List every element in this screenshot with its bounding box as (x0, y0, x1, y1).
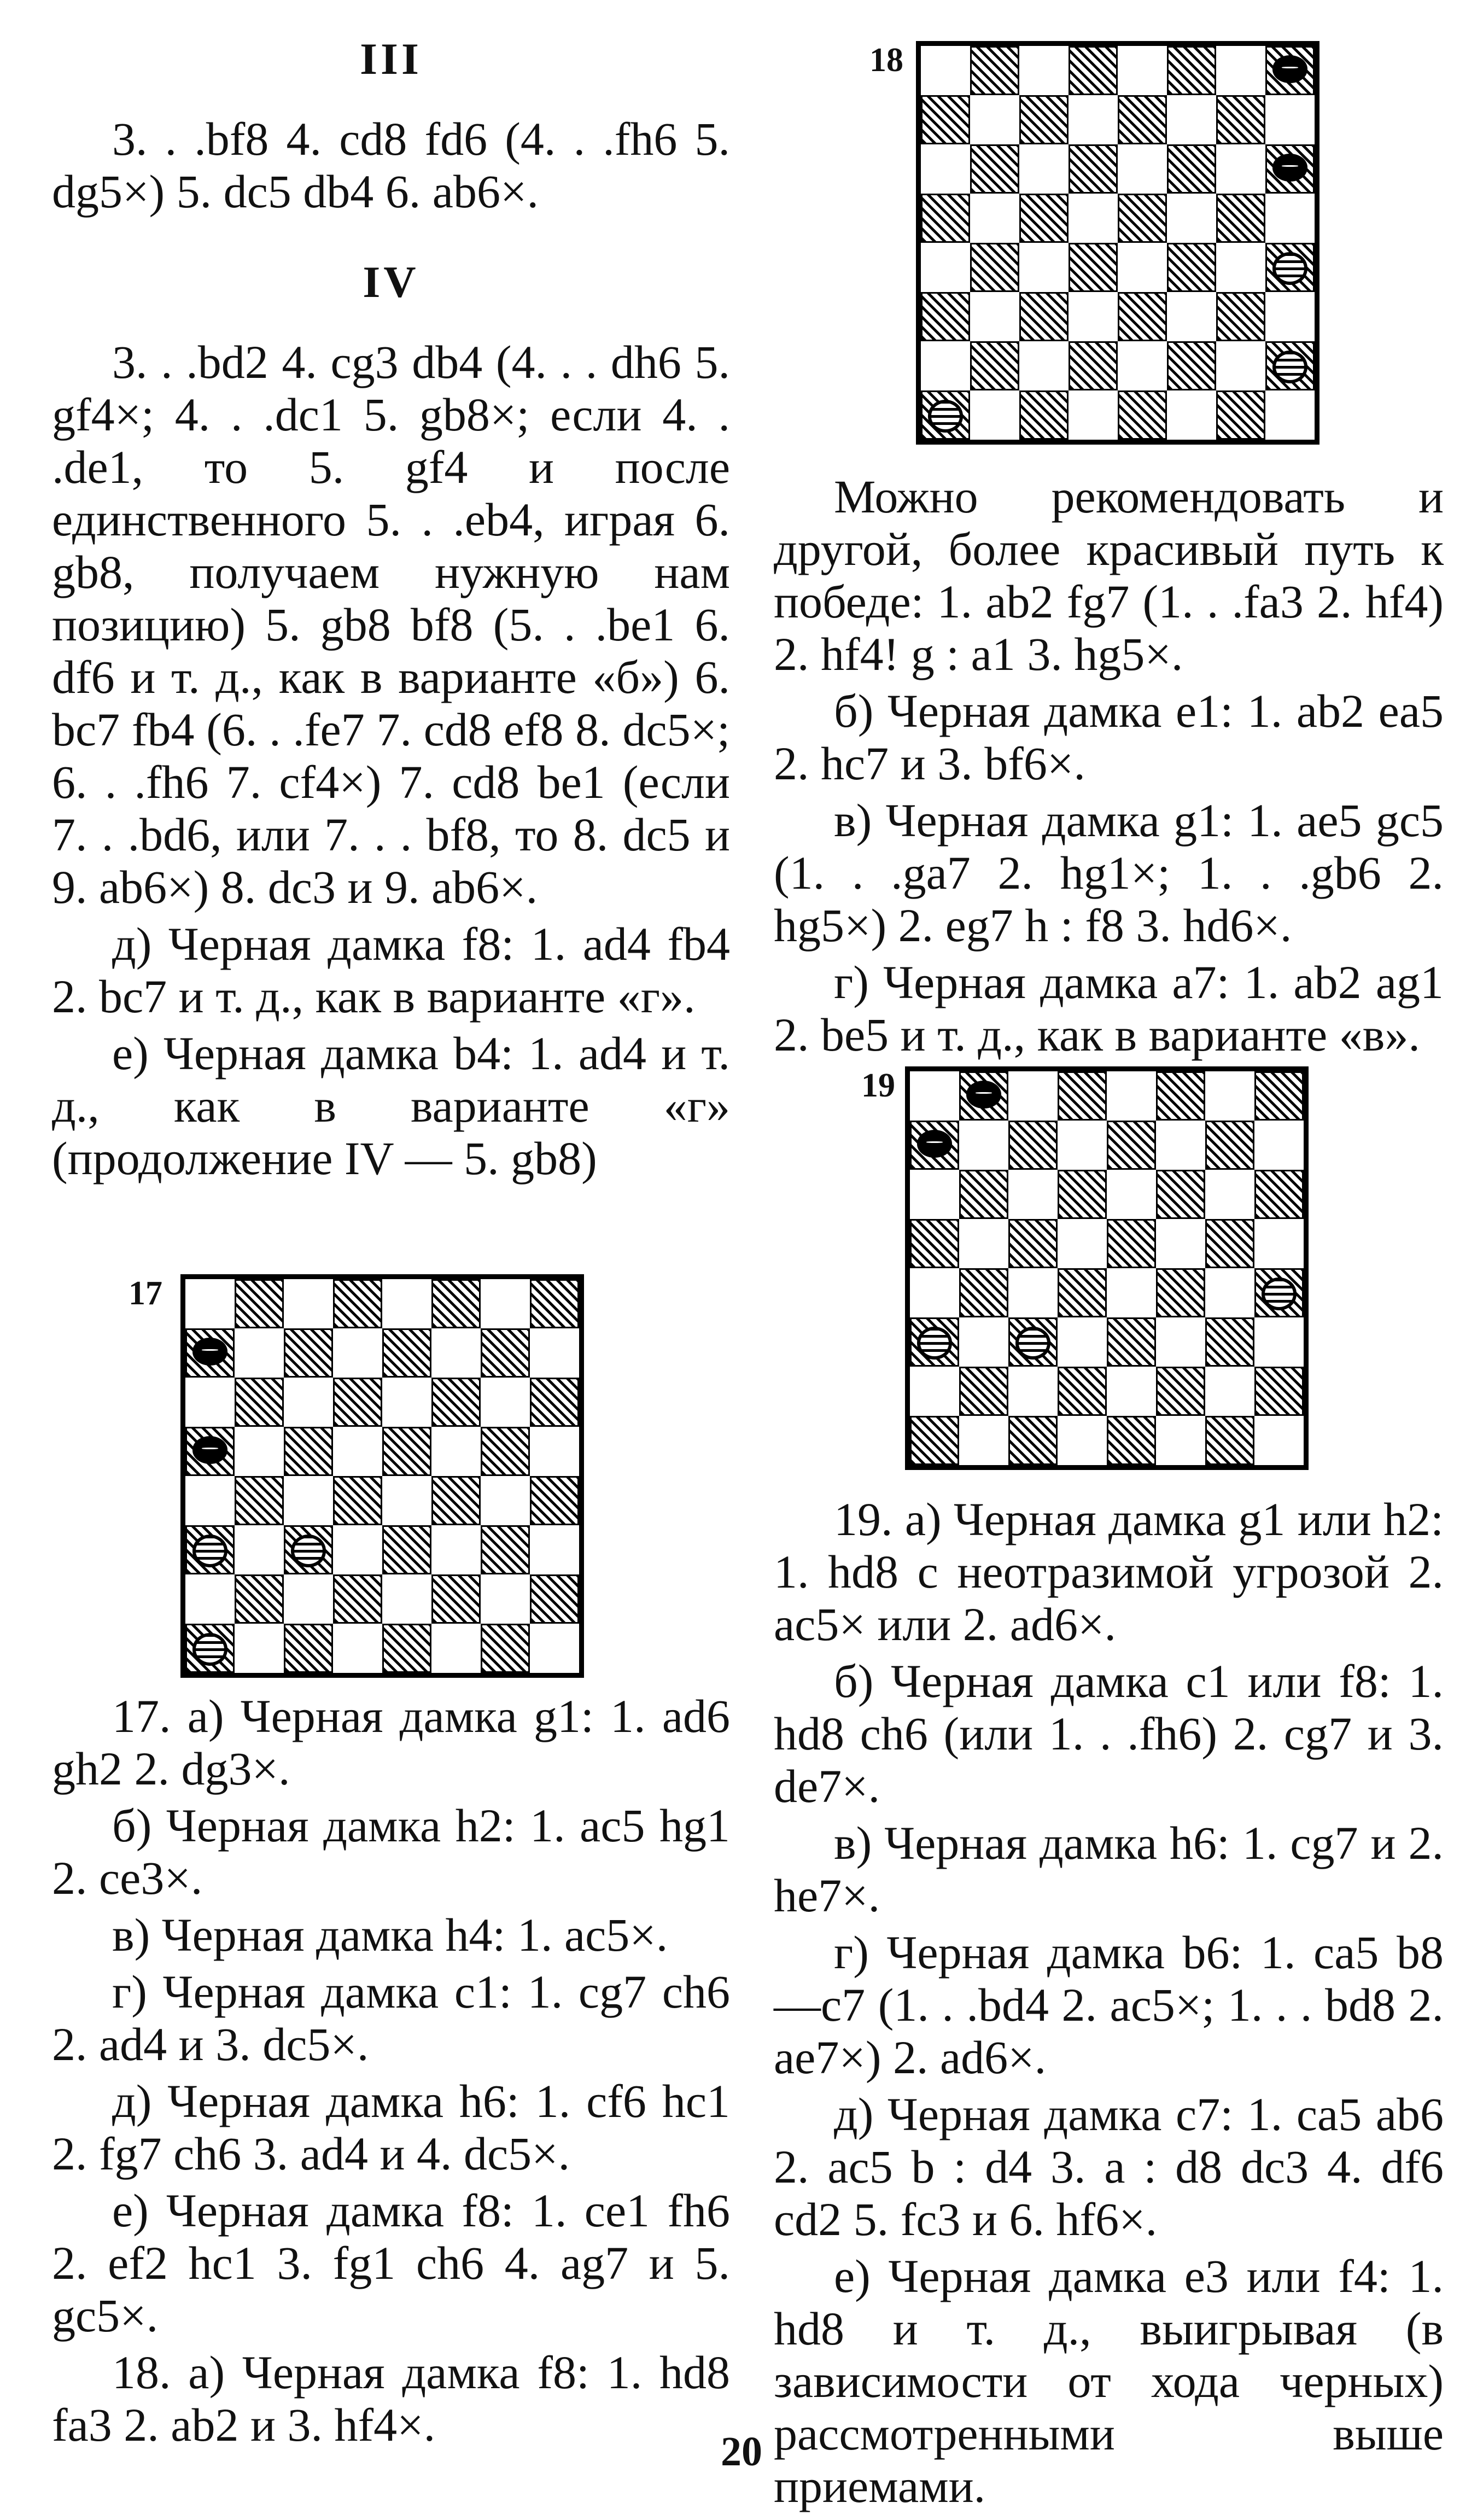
dark-square (970, 46, 1019, 95)
light-square (1058, 1416, 1107, 1465)
light-square (185, 1574, 235, 1624)
light-square (959, 1317, 1008, 1367)
light-square (1254, 1416, 1304, 1465)
light-square (1058, 1219, 1107, 1268)
light-square (1254, 1121, 1304, 1170)
solution-18v: в) Черная дамка g1: 1. ae5 gc5 (1. . .ga7 2. hg1×; 1. . .gb6 2. hg5×) 2. eg7 h : f8 3. hd6×. (774, 794, 1444, 952)
dark-square (1254, 1367, 1304, 1416)
light-square (1254, 1219, 1304, 1268)
white-king-piece (928, 400, 964, 433)
light-square (1254, 1317, 1304, 1367)
light-square (1216, 243, 1265, 292)
light-square (910, 1170, 959, 1219)
light-square (235, 1427, 284, 1476)
light-square (284, 1574, 333, 1624)
light-square (530, 1525, 579, 1574)
solution-19g: г) Черная дамка b6: 1. ca5 b8—c7 (1. . .bd4 2. ac5×; 1. . . bd8 2. ae7×) 2. ad6×. (774, 1926, 1444, 2084)
light-square (284, 1378, 333, 1427)
light-square (1216, 341, 1265, 390)
dark-square (431, 1476, 481, 1525)
dark-square (1069, 46, 1118, 95)
dark-square (970, 341, 1019, 390)
solution-17d: д) Черная дамка h6: 1. cf6 hc1 2. fg7 ch6 3. ad4 и 4. dc5×. (52, 2075, 730, 2180)
black-king-piece (192, 1436, 228, 1464)
light-square (1265, 194, 1315, 243)
light-square (1118, 46, 1167, 95)
dark-square (481, 1427, 530, 1476)
light-square (1205, 1367, 1254, 1416)
light-square (1008, 1367, 1058, 1416)
dark-square (1216, 390, 1265, 440)
light-square (970, 390, 1019, 440)
dark-square (481, 1624, 530, 1673)
light-square (530, 1427, 579, 1476)
dark-square (1008, 1121, 1058, 1170)
dark-square (1019, 194, 1069, 243)
light-square (235, 1624, 284, 1673)
dark-square (431, 1574, 481, 1624)
light-square (333, 1525, 382, 1574)
light-square (910, 1071, 959, 1121)
dark-square (1167, 341, 1216, 390)
light-square (970, 194, 1019, 243)
light-square (382, 1476, 431, 1525)
solution-19b: б) Черная дамка c1 или f8: 1. hd8 ch6 (или 1. . .fh6) 2. cg7 и 3. de7×. (774, 1655, 1444, 1812)
dark-square (959, 1170, 1008, 1219)
solution-18g: г) Черная дамка a7: 1. ab2 ag1 2. be5 и т. д., как в варианте «в». (774, 956, 1444, 1061)
dark-square (1069, 341, 1118, 390)
dark-square (284, 1328, 333, 1378)
light-square (1019, 144, 1069, 194)
light-square (1069, 194, 1118, 243)
dark-square (1069, 144, 1118, 194)
dark-square (959, 1268, 1008, 1317)
light-square (959, 1121, 1008, 1170)
light-square (1205, 1268, 1254, 1317)
light-square (1008, 1170, 1058, 1219)
dark-square (1107, 1121, 1156, 1170)
dark-square (921, 95, 970, 144)
light-square (1107, 1071, 1156, 1121)
solution-19a: 19. а) Черная дамка g1 или h2: 1. hd8 с неотразимой угрозой 2. ac5× или 2. ad6×. (774, 1493, 1444, 1650)
light-square (1167, 95, 1216, 144)
dark-square (382, 1427, 431, 1476)
right-column-top (774, 470, 1444, 1065)
dark-square (1107, 1219, 1156, 1268)
dark-square (1107, 1317, 1156, 1367)
dark-square (1156, 1367, 1205, 1416)
dark-square (1205, 1219, 1254, 1268)
variant-d-text: д) Черная дамка f8: 1. ad4 fb4 2. bc7 и т. д., как в варианте «г». (52, 918, 730, 1023)
light-square (959, 1219, 1008, 1268)
dark-square (910, 1219, 959, 1268)
dark-square (1058, 1268, 1107, 1317)
left-column-top (52, 33, 730, 1189)
solution-18-alt: Можно рекомендовать и другой, более красивый путь к победе: 1. ab2 fg7 (1. . .fa3 2. hf4) 2. hf4! g : a1 3. hg5×. (774, 470, 1444, 680)
light-square (1265, 95, 1315, 144)
right-column-bottom (774, 1493, 1444, 2517)
light-square (431, 1427, 481, 1476)
dark-square (431, 1279, 481, 1328)
light-square (1058, 1317, 1107, 1367)
solution-19d: д) Черная дамка c7: 1. ca5 ab6 2. ac5 b : d4 3. a : d8 dc3 4. df6 cd2 5. fc3 и 6. hf6×. (774, 2088, 1444, 2245)
light-square (530, 1624, 579, 1673)
black-king-piece (966, 1081, 1002, 1109)
dark-square (1156, 1268, 1205, 1317)
light-square (382, 1378, 431, 1427)
dark-square (910, 1416, 959, 1465)
light-square (284, 1279, 333, 1328)
white-king-piece (917, 1327, 953, 1360)
solution-18b: б) Черная дамка e1: 1. ab2 ea5 2. hc7 и 3. bf6×. (774, 685, 1444, 790)
light-square (333, 1624, 382, 1673)
light-square (481, 1476, 530, 1525)
light-square (1118, 243, 1167, 292)
light-square (921, 341, 970, 390)
light-square (910, 1268, 959, 1317)
dark-square (333, 1476, 382, 1525)
dark-square (1058, 1367, 1107, 1416)
dark-square (235, 1378, 284, 1427)
light-square (185, 1476, 235, 1525)
dark-square (333, 1279, 382, 1328)
light-square (959, 1416, 1008, 1465)
dark-square (1216, 194, 1265, 243)
light-square (1167, 292, 1216, 341)
section-heading-iii: III (360, 34, 422, 84)
dark-square (1008, 1219, 1058, 1268)
light-square (431, 1525, 481, 1574)
light-square (382, 1574, 431, 1624)
dark-square (1254, 1170, 1304, 1219)
dark-square (970, 144, 1019, 194)
dark-square (333, 1378, 382, 1427)
light-square (1216, 46, 1265, 95)
light-square (431, 1624, 481, 1673)
solution-18a: 18. а) Черная дамка f8: 1. hd8 fa3 2. ab2 и 3. hf4×. (52, 2346, 730, 2451)
light-square (1265, 292, 1315, 341)
light-square (1205, 1170, 1254, 1219)
dark-square (382, 1525, 431, 1574)
dark-square (431, 1378, 481, 1427)
light-square (921, 46, 970, 95)
solution-17v: в) Черная дамка h4: 1. ac5×. (112, 1909, 668, 1961)
solution-17e: е) Черная дамка f8: 1. ce1 fh6 2. ef2 hc1 3. fg1 ch6 4. ag7 и 5. gc5×. (52, 2184, 730, 2342)
dark-square (1019, 390, 1069, 440)
left-column-bottom (52, 1690, 730, 2455)
dark-square (1205, 1121, 1254, 1170)
light-square (530, 1328, 579, 1378)
dark-square (1167, 46, 1216, 95)
dark-square (1167, 144, 1216, 194)
light-square (1156, 1317, 1205, 1367)
dark-square (481, 1525, 530, 1574)
white-king-piece (1262, 1278, 1297, 1310)
light-square (910, 1367, 959, 1416)
light-square (481, 1279, 530, 1328)
light-square (1167, 194, 1216, 243)
white-king-piece (1272, 351, 1308, 383)
light-square (185, 1378, 235, 1427)
section-iv-text: 3. . .bd2 4. cg3 db4 (4. . . dh6 5. gf4×; 4. . .dc1 5. gb8×; если 4. . .de1, то 5. gf4 и после единственного 5. . .eb4, играя 6. gb8, получаем нужную нам позицию) 5. gb8 bf8 (5. . .be1 6. df6 и т. д., как в варианте «б») 6. bc7 fb4 (6. . .fe7 7. cd8 ef8 8. dc5×; 6. . .fh6 7. cf4×) 7. cd8 be1 (если 7. . .bd6, или 7. . . bf8, то 8. dc5 и 9. ab6×) 8. dc3 и 9. ab6×. (52, 336, 730, 913)
dark-square (1156, 1170, 1205, 1219)
light-square (1156, 1121, 1205, 1170)
dark-square (1205, 1416, 1254, 1465)
dark-square (921, 194, 970, 243)
dark-square (284, 1427, 333, 1476)
light-square (284, 1476, 333, 1525)
dark-square (530, 1378, 579, 1427)
light-square (1008, 1071, 1058, 1121)
solution-17a: 17. а) Черная дамка g1: 1. ad6 gh2 2. dg3×. (52, 1690, 730, 1795)
dark-square (235, 1279, 284, 1328)
light-square (333, 1328, 382, 1378)
light-square (382, 1279, 431, 1328)
black-king-piece (917, 1130, 953, 1158)
light-square (1118, 144, 1167, 194)
page-number: 20 (721, 2429, 762, 2475)
light-square (1167, 390, 1216, 440)
white-king-piece (1015, 1327, 1051, 1360)
light-square (1019, 341, 1069, 390)
dark-square (333, 1574, 382, 1624)
diagram-number-17: 17 (129, 1275, 162, 1312)
dark-square (1008, 1416, 1058, 1465)
light-square (970, 292, 1019, 341)
dark-square (530, 1476, 579, 1525)
dark-square (1254, 1071, 1304, 1121)
dark-square (1019, 95, 1069, 144)
diagram-number-19: 19 (861, 1067, 895, 1104)
white-king-piece (291, 1535, 326, 1567)
black-king-piece (1272, 154, 1308, 182)
white-king-piece (1272, 252, 1308, 285)
dark-square (1167, 243, 1216, 292)
light-square (970, 95, 1019, 144)
dark-square (1118, 390, 1167, 440)
white-king-piece (192, 1535, 228, 1567)
dark-square (481, 1328, 530, 1378)
dark-square (1058, 1071, 1107, 1121)
light-square (1019, 243, 1069, 292)
light-square (1107, 1268, 1156, 1317)
light-square (1069, 292, 1118, 341)
light-square (481, 1378, 530, 1427)
dark-square (284, 1624, 333, 1673)
black-king-piece (192, 1338, 228, 1366)
dark-square (1205, 1317, 1254, 1367)
light-square (1069, 95, 1118, 144)
black-king-piece (1272, 55, 1308, 83)
light-square (1205, 1071, 1254, 1121)
light-square (1118, 341, 1167, 390)
light-square (481, 1574, 530, 1624)
light-square (1156, 1416, 1205, 1465)
light-square (1107, 1367, 1156, 1416)
dark-square (382, 1624, 431, 1673)
dark-square (1118, 292, 1167, 341)
light-square (235, 1525, 284, 1574)
dark-square (235, 1476, 284, 1525)
dark-square (959, 1367, 1008, 1416)
checkers-diagram-17 (180, 1274, 584, 1678)
dark-square (1118, 95, 1167, 144)
light-square (921, 144, 970, 194)
dark-square (1118, 194, 1167, 243)
light-square (1069, 390, 1118, 440)
section-iii-text: 3. . .bf8 4. cd8 fd6 (4. . .fh6 5. dg5×) 5. dc5 db4 6. ab6×. (52, 113, 730, 218)
checkers-diagram-19 (905, 1066, 1309, 1470)
light-square (1008, 1268, 1058, 1317)
dark-square (1107, 1416, 1156, 1465)
light-square (333, 1427, 382, 1476)
light-square (921, 243, 970, 292)
dark-square (235, 1574, 284, 1624)
dark-square (970, 243, 1019, 292)
light-square (431, 1328, 481, 1378)
light-square (1216, 144, 1265, 194)
checkers-diagram-18 (916, 41, 1319, 445)
dark-square (382, 1328, 431, 1378)
light-square (1156, 1219, 1205, 1268)
solution-17b: б) Черная дамка h2: 1. ac5 hg1 2. ce3×. (52, 1799, 730, 1904)
dark-square (1216, 292, 1265, 341)
diagram-number-18: 18 (869, 42, 903, 79)
light-square (1265, 390, 1315, 440)
dark-square (530, 1574, 579, 1624)
solution-17g: г) Черная дамка c1: 1. cg7 ch6 2. ad4 и 3. dc5×. (52, 1965, 730, 2070)
dark-square (921, 292, 970, 341)
solution-19v: в) Черная дамка h6: 1. cg7 и 2. he7×. (774, 1817, 1444, 1922)
dark-square (1069, 243, 1118, 292)
variant-e-text: е) Черная дамка b4: 1. ad4 и т. д., как в варианте «г» (продолжение IV — 5. gb8) (52, 1027, 730, 1185)
light-square (1019, 46, 1069, 95)
light-square (185, 1279, 235, 1328)
solution-19e: е) Черная дамка e3 или f4: 1. hd8 и т. д., выигрывая (в зависимости от хода черных) рассмотренными выше приемами. (774, 2250, 1444, 2512)
dark-square (1058, 1170, 1107, 1219)
section-heading-iv: IV (363, 257, 419, 307)
dark-square (1216, 95, 1265, 144)
dark-square (1156, 1071, 1205, 1121)
light-square (1058, 1121, 1107, 1170)
white-king-piece (192, 1633, 228, 1666)
light-square (1107, 1170, 1156, 1219)
dark-square (530, 1279, 579, 1328)
dark-square (1019, 292, 1069, 341)
light-square (235, 1328, 284, 1378)
